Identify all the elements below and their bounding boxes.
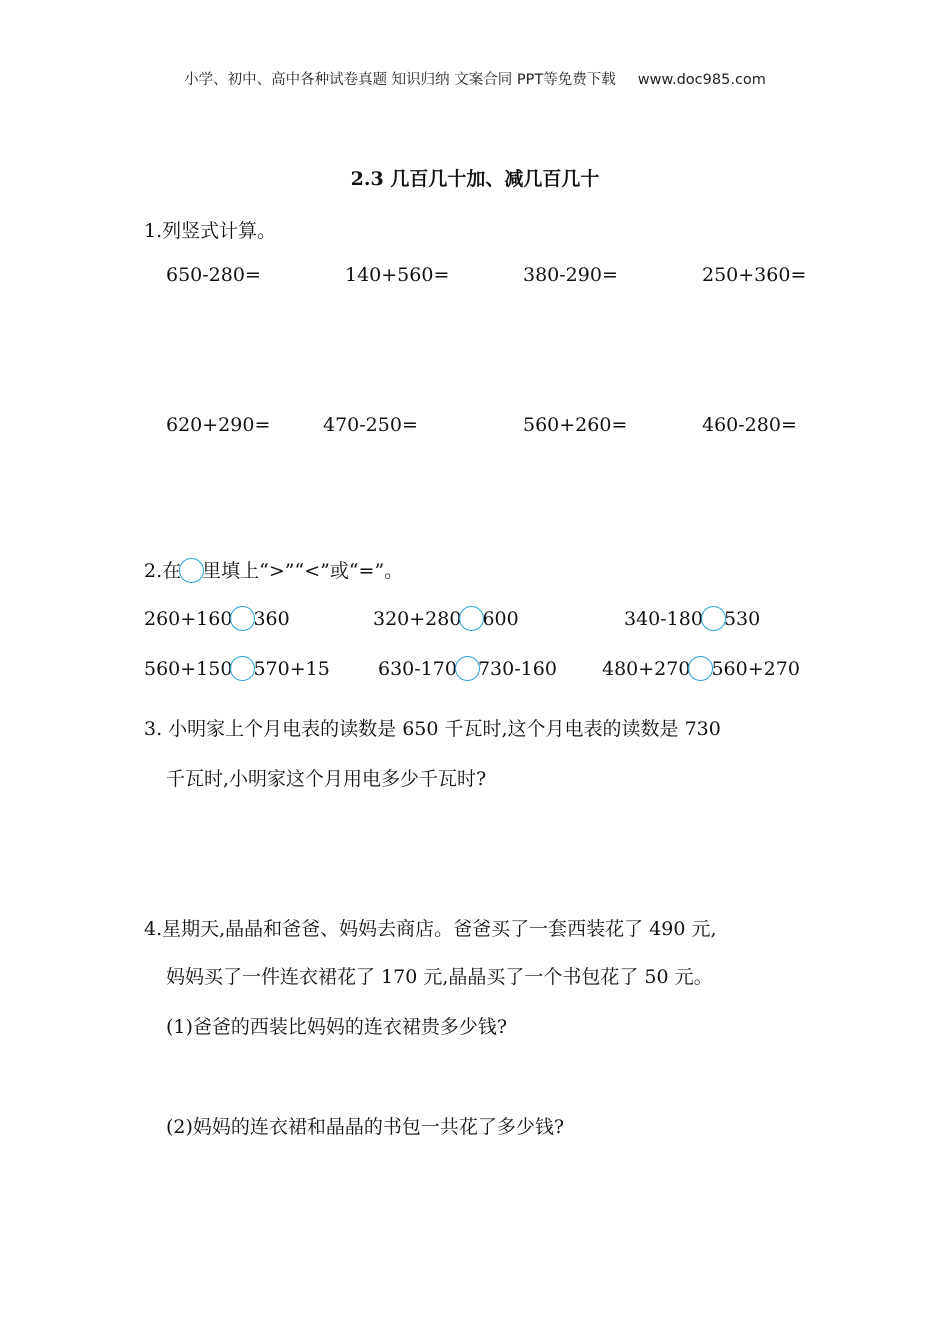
- compare-left: 480+270: [602, 658, 691, 680]
- compare-left: 630-170: [378, 658, 457, 680]
- header-site[interactable]: www.doc985.com: [637, 72, 766, 88]
- compare-left: 340-180: [624, 608, 703, 630]
- q3-line2: 千瓦时,小明家这个月用电多少千瓦时?: [166, 768, 487, 790]
- compare-item: [602, 656, 800, 681]
- q1-expr: 140+560=: [345, 264, 450, 286]
- q1-expr: 620+290=: [166, 414, 271, 436]
- q4-sub1: (1)爸爸的西装比妈妈的连衣裙贵多少钱?: [166, 1016, 508, 1038]
- answer-circle[interactable]: [230, 656, 255, 681]
- compare-right: 730-160: [477, 658, 557, 680]
- compare-left: 560+150: [144, 658, 233, 680]
- q2-label-suffix: 里填上“>”“<”或“=”。: [202, 560, 404, 582]
- q1-expr: 560+260=: [523, 414, 628, 436]
- q3-line1: 3. 小明家上个月电表的读数是 650 千瓦时,这个月电表的读数是 730: [144, 718, 721, 740]
- q4-sub2: (2)妈妈的连衣裙和晶晶的书包一共花了多少钱?: [166, 1116, 565, 1138]
- circle-icon: [179, 558, 204, 583]
- compare-item: [144, 656, 330, 681]
- answer-circle[interactable]: [230, 606, 255, 631]
- q1-label: 1.列竖式计算。: [144, 220, 277, 242]
- compare-item: [378, 656, 557, 681]
- compare-right: 530: [723, 608, 761, 630]
- compare-right: 360: [253, 608, 290, 630]
- q4-line1: 4.星期天,晶晶和爸爸、妈妈去商店。爸爸买了一套西装花了 490 元,: [144, 918, 717, 940]
- compare-right: 570+15: [253, 658, 330, 680]
- q2-label: [144, 556, 403, 583]
- answer-circle[interactable]: [455, 656, 480, 681]
- compare-item: [624, 606, 760, 631]
- compare-left: 320+280: [373, 608, 462, 630]
- q1-expr: 460-280=: [702, 414, 797, 436]
- page-title: 2.3 几百几十加、减几百几十: [350, 168, 600, 190]
- q2-label-prefix: 2.在: [144, 560, 182, 582]
- compare-item: [144, 606, 290, 631]
- q4-line2: 妈妈买了一件连衣裙花了 170 元,晶晶买了一个书包花了 50 元。: [166, 966, 713, 988]
- compare-right: 600: [482, 608, 519, 630]
- answer-circle[interactable]: [688, 656, 713, 681]
- q1-expr: 650-280=: [166, 264, 261, 286]
- q1-expr: 380-290=: [523, 264, 618, 286]
- q1-expr: 470-250=: [323, 414, 418, 436]
- q1-expr: 250+360=: [702, 264, 807, 286]
- answer-circle[interactable]: [701, 606, 726, 631]
- compare-right: 560+270: [711, 658, 800, 680]
- compare-left: 260+160: [144, 608, 233, 630]
- answer-circle[interactable]: [459, 606, 484, 631]
- compare-item: [373, 606, 519, 631]
- header-text: 小学、初中、高中各种试卷真题 知识归纳 文案合同 PPT等免费下载: [184, 72, 616, 88]
- page-header: [0, 68, 950, 89]
